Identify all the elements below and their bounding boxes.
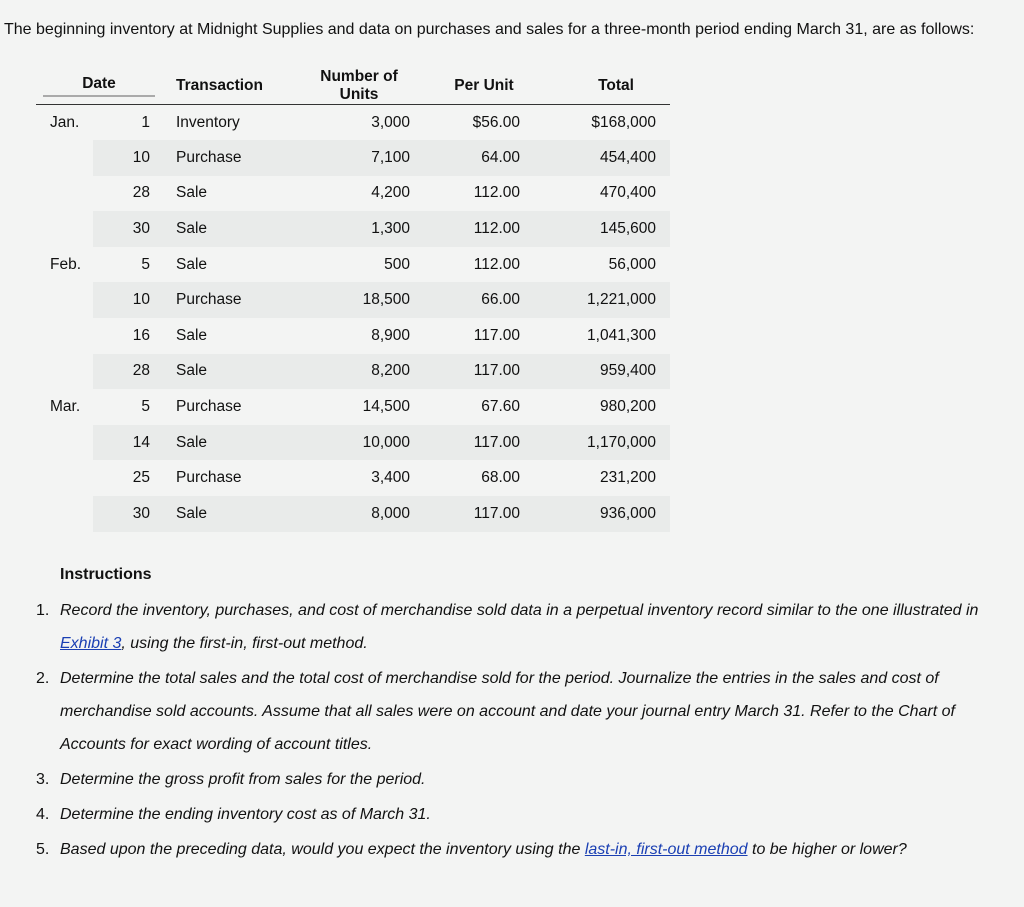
cell-day: 30 [93,211,162,247]
intro-text: The beginning inventory at Midnight Supplies and data on purchases and sales for a three-month period ending March 31, are as follows: [4,21,975,38]
cell-total: 231,200 [599,469,656,487]
cell-month: Feb. [50,255,82,273]
cell-total: $168,000 [591,113,656,131]
cell-transaction: Purchase [176,398,242,416]
cell-transaction: Sale [162,496,304,532]
cell-month [36,496,93,532]
cell-per-unit: 117.00 [414,354,534,390]
cell-per-unit: $56.00 [472,113,520,131]
cell-per-unit: 112.00 [473,184,520,202]
table-row [36,425,670,461]
cell-per-unit: 117.00 [473,326,520,344]
instruction-text-after: , using the first-in, first-out method. [121,635,368,652]
cell-transaction: Sale [176,184,208,202]
header-units: Number of Units [304,68,414,105]
cell-day: 10 [93,140,162,176]
cell-units: 18,500 [304,282,414,318]
cell-month [36,211,93,247]
cell-day: 28 [132,184,150,202]
instruction-text: Record the inventory, purchases, and cost of merchandise sold data in a perpetual inventory record similar to the one illustrated in [60,602,979,619]
cell-day: 14 [93,425,162,461]
cell-month: Jan. [50,113,80,131]
instruction-text: Determine the total sales and the total cost of merchandise sold for the period. Journalize the entries in the sales and cost of merchandise sold accounts. Assume that all sales were on account and date your journal entry March 31. Refer to the Chart of Accounts for exact wording of account titles. [60,670,955,753]
cell-transaction: Inventory [176,113,240,131]
cell-per-unit: 117.00 [414,425,534,461]
table-row [36,389,670,425]
cell-units: 7,100 [304,140,414,176]
instruction-item [36,763,1006,796]
cell-per-unit: 67.60 [481,398,520,416]
cell-per-unit: 112.00 [473,255,520,273]
cell-units: 3,400 [371,469,410,487]
table-row [36,496,670,532]
instruction-number: 5. [36,841,50,858]
instruction-item [36,594,1006,660]
cell-total: 1,041,300 [587,326,656,344]
cell-units: 14,500 [362,398,410,416]
cell-transaction: Purchase [162,140,304,176]
cell-day: 25 [132,469,150,487]
instruction-item [36,833,1006,866]
cell-per-unit: 117.00 [414,496,534,532]
table-row [36,282,670,318]
cell-transaction: Sale [162,425,304,461]
cell-day: 16 [132,326,150,344]
table-row [36,105,670,141]
cell-units: 500 [384,255,410,273]
table-row [36,354,670,390]
table-row [36,318,670,354]
cell-month [36,425,93,461]
cell-month [36,140,93,176]
instructions-title: Instructions [60,566,152,583]
cell-day: 28 [93,354,162,390]
cell-total: 56,000 [608,255,656,273]
instruction-number: 2. [36,670,50,687]
cell-total: 1,170,000 [534,425,670,461]
cell-transaction: Purchase [162,282,304,318]
cell-units: 3,000 [371,113,410,131]
cell-day: 5 [141,255,150,273]
instruction-link[interactable]: Exhibit 3 [60,635,122,652]
cell-transaction: Sale [176,326,208,344]
cell-transaction: Sale [162,354,304,390]
instruction-text: Determine the ending inventory cost as of March 31. [60,806,431,823]
cell-transaction: Purchase [176,469,242,487]
cell-total: 959,400 [534,354,670,390]
table-row [36,211,670,247]
cell-per-unit: 66.00 [414,282,534,318]
instruction-number: 4. [36,806,50,823]
instruction-number: 3. [36,771,50,788]
instruction-item [36,662,1006,761]
table-row [36,460,670,496]
cell-month [36,318,93,354]
cell-units: 4,200 [371,184,410,202]
cell-month [36,354,93,390]
instruction-item [36,798,1006,831]
instruction-number: 1. [36,602,50,619]
header-total: Total [534,68,670,105]
instruction-link[interactable]: last-in, first-out method [584,841,748,858]
cell-per-unit: 112.00 [414,211,534,247]
cell-transaction: Sale [176,255,208,273]
cell-units: 8,000 [304,496,414,532]
instruction-text: Determine the gross profit from sales for the period. [60,771,426,788]
cell-day: 1 [141,113,150,131]
cell-month [36,282,93,318]
instruction-text-after: to be higher or lower? [747,841,907,858]
table-header-row [36,68,670,105]
cell-units: 8,900 [371,326,410,344]
cell-month [36,460,93,496]
instructions-section [36,566,1006,868]
cell-total: 470,400 [599,184,656,202]
header-per-unit: Per Unit [414,68,534,105]
cell-transaction: Sale [162,211,304,247]
cell-month [36,176,93,212]
cell-total: 936,000 [534,496,670,532]
cell-per-unit: 64.00 [414,140,534,176]
cell-units: 1,300 [304,211,414,247]
cell-day: 5 [141,398,150,416]
table-row [36,176,670,212]
cell-units: 8,200 [304,354,414,390]
cell-units: 10,000 [304,425,414,461]
cell-day: 30 [93,496,162,532]
inventory-table [36,68,670,532]
cell-total: 1,221,000 [534,282,670,318]
table-row [36,140,670,176]
header-date: Date [36,68,162,105]
cell-per-unit: 68.00 [481,469,520,487]
table-row [36,247,670,283]
cell-month: Mar. [50,398,81,416]
instructions-list [36,594,1006,866]
cell-total: 980,200 [599,398,656,416]
instruction-text: Based upon the preceding data, would you expect the inventory using the [60,841,585,858]
cell-day: 10 [93,282,162,318]
cell-total: 454,400 [534,140,670,176]
cell-total: 145,600 [534,211,670,247]
header-transaction: Transaction [162,68,304,105]
